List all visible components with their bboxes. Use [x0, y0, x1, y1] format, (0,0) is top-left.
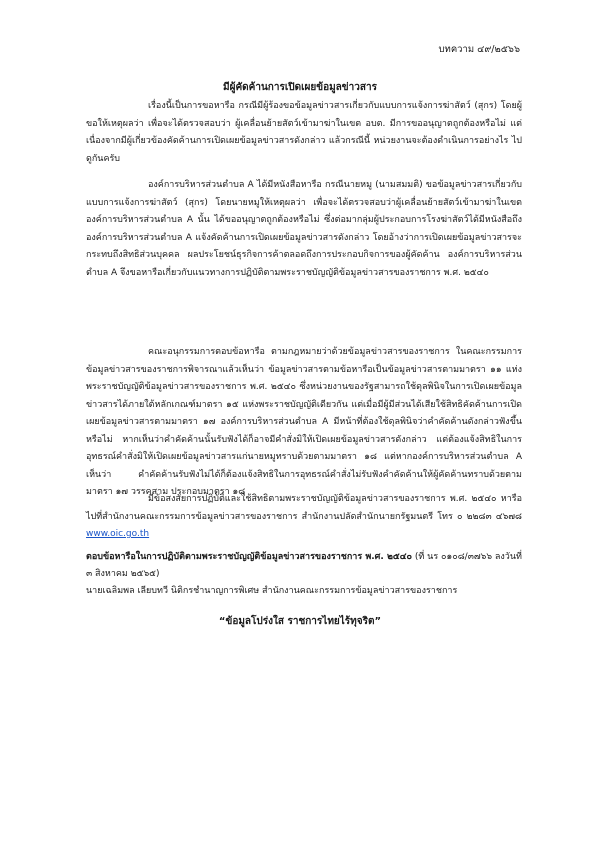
case-paragraph: องค์การบริหารส่วนตำบล A ได้มีหนังสือหารือ กรณีนายหมู (นามสมมติ) ขอข้อมูลข่าวสารเกี่ยวกับแบบการแจ้งการฆ่าสัตว์ (สุกร) โดยนายหมูให้เหตุผลว่า เพื่อจะได้ตรวจสอบว่าผู้เคลื่อนย้ายสัตว์เข้ามาฆ่าในเขตองค์การบริหารส่วนตำบล A นั้น ได้ขออนุญาตถูกต้องหรือไม่ ซึ่งต่อมากลุ่มผู้ประกอบการโรงฆ่าสัตว์ได้มีหนังสือถึงองค์การบริหารส่วนตำบล A แจ้งคัดค้านการเปิดเผยข้อมูลข่าวสารดังกล่าว โดยอ้างว่าการเปิดเผยข้อมูลข่าวสารจะกระทบถึงสิทธิส่วนบุคคล ผลประโยชน์ธุรกิจการค้าตลอดถึงการประกอบกิจการของผู้คัดค้าน องค์การบริหารส่วนตำบล A จึงขอหารือเกี่ยวกับแนวทางการปฏิบัติตามพระราชบัญญัติข้อมูลข่าวสารของราชการ พ.ศ. ๒๕๔๐: [86, 180, 522, 278]
ruling-detail: (ที่ นร ๐๑๐๘/๓๗๖๖ ลงวันที่ ๓ สิงหาคม ๒๕๖๕): [86, 552, 522, 579]
opinion-paragraph: คณะอนุกรรมการตอบข้อหารือ ตามกฎหมายว่าด้วยข้อมูลข่าวสารของราชการ ในคณะกรรมการข้อมูลข่าวสารของราชการพิจารณาแล้วเห็นว่า ข้อมูลข่าวสารตามข้อหารือเป็นข้อมูลข่าวสารตามมาตรา ๑๑ แห่งพระราชบัญญัติข้อมูลข่าวสารของราชการ พ.ศ. ๒๕๔๐ ซึ่งหน่วยงานของรัฐสามารถใช้ดุลพินิจในการเปิดเผยข้อมูลข่าวสารได้ภายใต้หลักเกณฑ์มาตรา ๑๕ แห่งพระราชบัญญัติเดียวกัน แต่เมื่อมีผู้มีส่วนได้เสียใช้สิทธิคัดค้านการเปิดเผยข้อมูลข่าวสารตามมาตรา ๑๗ องค์การบริหารส่วนตำบล A มีหน้าที่ต้องใช้ดุลพินิจว่าคำคัดค้านดังกล่าวฟังขึ้นหรือไม่ หากเห็นว่าคำคัดค้านนั้นรับฟังได้ก็อาจมีคำสั่งมิให้เปิดเผยข้อมูลข่าวสารดังกล่าว แต่ต้องแจ้งสิทธิในการอุทธรณ์คำสั่งมิให้เปิดเผยข้อมูลข่าวสารแก่นายหมูทราบด้วยตามมาตรา ๑๘ แต่หากองค์การบริหารส่วนตำบล A เห็นว่า คำคัดค้านรับฟังไม่ได้ก็ต้องแจ้งสิทธิในการอุทธรณ์คำสั่งไม่รับฟังคำคัดค้านให้ผู้คัดค้านทราบด้วยตามมาตรา ๑๗ วรรคสาม ประกอบมาตรา ๑๘: [86, 347, 522, 497]
ruling-title: ตอบข้อหารือในการปฏิบัติตามพระราชบัญญัติข้อมูลข่าวสารของราชการ พ.ศ. ๒๕๔๐: [86, 552, 412, 562]
article-title: มีผู้คัดค้านการเปิดเผยข้อมูลข่าวสาร: [223, 82, 377, 93]
author-signature: นายเฉลิมพล เลียบทวี นิติกรชำนาญการพิเศษ สำนักงานคณะกรรมการข้อมูลข่าวสารของราชการ: [86, 586, 458, 596]
slogan: “ข้อมูลโปร่งใส ราชการไทยไร้ทุจริต”: [218, 616, 382, 627]
ruling-reference: [86, 549, 526, 583]
intro-paragraph: เรื่องนี้เป็นการขอหารือ กรณีมีผู้ร้องขอข้อมูลข่าวสารเกี่ยวกับแบบการแจ้งการฆ่าสัตว์ (สุกร) โดยผู้ขอให้เหตุผลว่า เพื่อจะได้ตรวจสอบว่า ผู้เคลื่อนย้ายสัตว์เข้ามาฆ่าในเขต อบต. มีการขออนุญาตถูกต้องหรือไม่ แต่เนื่องจากมีผู้เกี่ยวข้องคัดค้านการเปิดเผยข้อมูลข่าวสารดังกล่าว แล้วกรณีนี้ หน่วยงานจะต้องดำเนินการอย่างไร ไปดูกันครับ: [86, 101, 522, 164]
oic-website-link[interactable]: www.oic.go.th: [86, 529, 150, 539]
contact-paragraph: [86, 491, 522, 544]
contact-text: มีข้อสงสัยการปฏิบัติและใช้สิทธิตามพระราชบัญญัติข้อมูลข่าวสารของราชการ พ.ศ. ๒๕๔๐ หารือไปที่สำนักงานคณะกรรมการข้อมูลข่าวสารของราชการ สำนักงานปลัดสำนักนายกรัฐมนตรี โทร ๐ ๒๒๘๓ ๔๖๗๘: [86, 494, 522, 522]
article-number: บทความ ๔๙/๒๕๖๖: [438, 44, 520, 55]
